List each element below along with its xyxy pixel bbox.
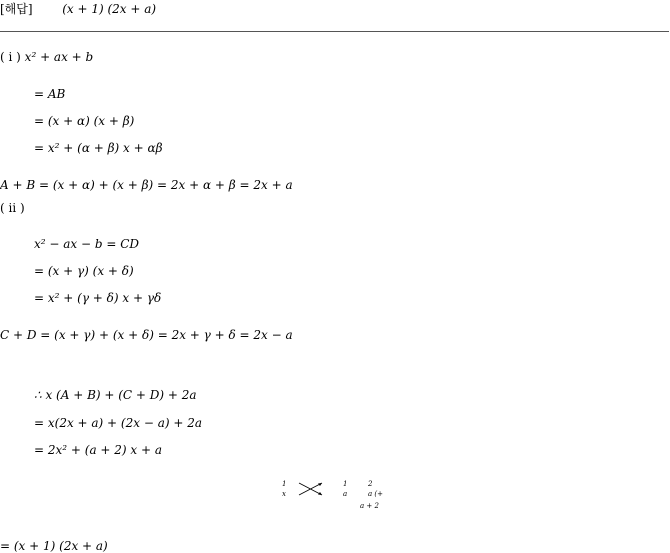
header-answer: (x + 1) (2x + a) bbox=[62, 2, 157, 16]
cross-left-top: 1 bbox=[282, 480, 287, 488]
part2-step: x² − ax − b = CD bbox=[34, 237, 140, 251]
cross-right-bottom: a + 2 bbox=[360, 502, 379, 510]
part1-expression: x² + ax + b bbox=[24, 50, 94, 64]
part1-result: A + B = (x + α) + (x + β) = 2x + α + β = 2x + a bbox=[0, 178, 293, 192]
cross-mid-top: 1 bbox=[343, 480, 348, 488]
part1-first-line bbox=[0, 50, 93, 64]
part2-step: = (x + γ) (x + δ) bbox=[34, 264, 134, 278]
cross-left-bottom: x bbox=[282, 490, 286, 498]
cross-arrows-icon bbox=[298, 481, 324, 497]
part1-step: = AB bbox=[34, 87, 66, 101]
cross-multiplication-figure bbox=[278, 478, 408, 514]
cross-right-top: 2 bbox=[368, 480, 373, 488]
final-answer: = (x + 1) (2x + a) bbox=[0, 539, 108, 553]
part1-step: = x² + (α + β) x + αβ bbox=[34, 141, 163, 155]
conclusion-step: = x(2x + a) + (2x − a) + 2a bbox=[34, 416, 202, 430]
part1-step: = (x + α) (x + β) bbox=[34, 114, 135, 128]
solution-tag: [해답] bbox=[0, 2, 33, 16]
part1-label: ( ⅰ ) bbox=[0, 50, 21, 64]
part2-step: = x² + (γ + δ) x + γδ bbox=[34, 291, 162, 305]
header-divider bbox=[0, 31, 669, 32]
part2-result: C + D = (x + γ) + (x + δ) = 2x + γ + δ = 2x − a bbox=[0, 328, 293, 342]
solution-header bbox=[0, 2, 156, 16]
part2-label: ( ⅱ ) bbox=[0, 201, 25, 215]
cross-right-mid: a (+ bbox=[368, 490, 383, 498]
conclusion-step: = 2x² + (a + 2) x + a bbox=[34, 443, 163, 457]
conclusion-step: ∴ x (A + B) + (C + D) + 2a bbox=[34, 388, 197, 402]
cross-mid-bottom: a bbox=[343, 490, 348, 498]
